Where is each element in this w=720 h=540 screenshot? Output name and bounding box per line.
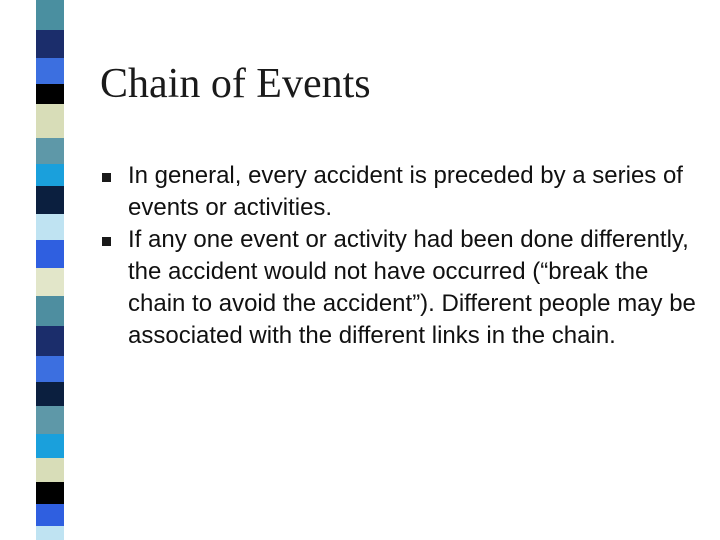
stripe-block [36, 240, 64, 268]
stripe-block [36, 84, 64, 104]
stripe-block [36, 356, 64, 382]
slide-title: Chain of Events [100, 61, 371, 107]
stripe-block [36, 58, 64, 84]
stripe-block [36, 296, 64, 326]
bullet-list [102, 160, 702, 352]
stripe-block [36, 138, 64, 164]
decorative-stripe-bar [36, 0, 64, 540]
stripe-block [36, 326, 64, 356]
stripe-block [36, 482, 64, 504]
square-bullet-icon [102, 237, 111, 246]
stripe-block [36, 382, 64, 406]
stripe-block [36, 104, 64, 138]
bullet-item [102, 224, 702, 352]
stripe-block [36, 458, 64, 482]
square-bullet-icon [102, 173, 111, 182]
stripe-block [36, 268, 64, 296]
stripe-block [36, 526, 64, 540]
stripe-block [36, 434, 64, 458]
stripe-block [36, 214, 64, 240]
stripe-block [36, 0, 64, 30]
stripe-block [36, 30, 64, 58]
stripe-block [36, 186, 64, 214]
bullet-text: If any one event or activity had been done differently, the accident would not have occurred (“break the chain to avoid the accident”). Different people may be associated with the different links in the chain. [128, 226, 696, 349]
stripe-block [36, 164, 64, 186]
bullet-item [102, 160, 702, 224]
stripe-block [36, 504, 64, 526]
stripe-block [36, 406, 64, 434]
bullet-text: In general, every accident is preceded by a series of events or activities. [128, 162, 683, 221]
